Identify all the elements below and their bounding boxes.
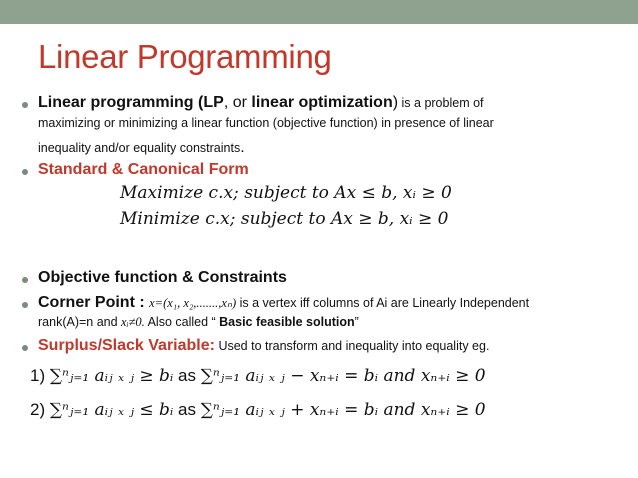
top-bar (0, 0, 638, 24)
lp-desc-3 (38, 139, 245, 157)
standard-form-heading: Standard & Canonical Form (38, 161, 249, 178)
slack-variable-line (38, 337, 489, 355)
lo-term: linear optimization (251, 94, 393, 111)
rank-text: rank(A)=n and (38, 315, 122, 329)
lp-desc-1: is a problem of (398, 96, 484, 110)
bullet-dot (22, 102, 28, 108)
bullet-lp-definition (38, 94, 484, 112)
corner-point-label: Corner Point : (38, 294, 150, 311)
eq1-number: 1) (30, 366, 50, 385)
eq2-lhs: ∑ⁿⱼ₌₁ aᵢⱼ ₓ ⱼ ≤ bᵢ (49, 400, 174, 420)
maximize-formula: Maximize c.x; subject to Ax ≤ b, xᵢ ≥ 0 (120, 183, 452, 203)
eq1-as: as (173, 366, 201, 385)
eq2-rhs: ∑ⁿⱼ₌₁ aᵢⱼ ₓ ⱼ + xₙ₊ᵢ = bᵢ and xₙ₊ᵢ ≥ 0 (200, 400, 486, 420)
slide-title: Linear Programming (38, 38, 332, 75)
equation-1 (30, 366, 486, 386)
equation-2 (30, 400, 486, 420)
minimize-formula: Minimize c.x; subject to Ax ≥ b, xᵢ ≥ 0 (120, 209, 449, 229)
slack-variable-label: Surplus/Slack Variable: (38, 337, 215, 354)
corner-point-line-1 (38, 294, 529, 312)
lp-or: , or (223, 94, 252, 111)
corner-point-x: x=(x₁, x₂,.......,xₙ) (149, 296, 237, 310)
lp-abbrev: LP (203, 94, 224, 111)
eq1-rhs: ∑ⁿⱼ₌₁ aᵢⱼ ₓ ⱼ − xₙ₊ᵢ = bᵢ and xₙ₊ᵢ ≥ 0 (200, 366, 486, 386)
basic-feasible-solution: Basic feasible solution (219, 315, 355, 329)
bullet-dot (22, 345, 28, 351)
slack-variable-text: Used to transform and inequality into equality eg. (214, 339, 490, 353)
corner-point-line-2 (38, 315, 359, 330)
xi-nonzero: xᵢ≠0. (121, 315, 145, 329)
lp-close: ) (392, 94, 399, 111)
also-called: Also called “ (144, 315, 220, 329)
lp-term: Linear programming ( (38, 94, 204, 111)
eq1-lhs: ∑ⁿⱼ₌₁ aᵢⱼ ₓ ⱼ ≥ bᵢ (49, 366, 174, 386)
objective-heading: Objective function & Constraints (38, 269, 287, 286)
lp-desc-3-text: inequality and/or equality constraints (38, 141, 241, 155)
corner-point-text: is a vertex iff columns of Ai are Linearly Independent (236, 296, 530, 310)
lp-desc-3-dot: . (240, 139, 245, 156)
bullet-dot (22, 169, 28, 175)
lp-desc-2: maximizing or minimizing a linear function (objective function) in presence of linear (38, 116, 494, 130)
quote-close: ” (354, 315, 359, 329)
eq2-number: 2) (30, 400, 50, 419)
bullet-dot (22, 277, 28, 283)
bullet-dot (22, 302, 28, 308)
eq2-as: as (173, 400, 201, 419)
